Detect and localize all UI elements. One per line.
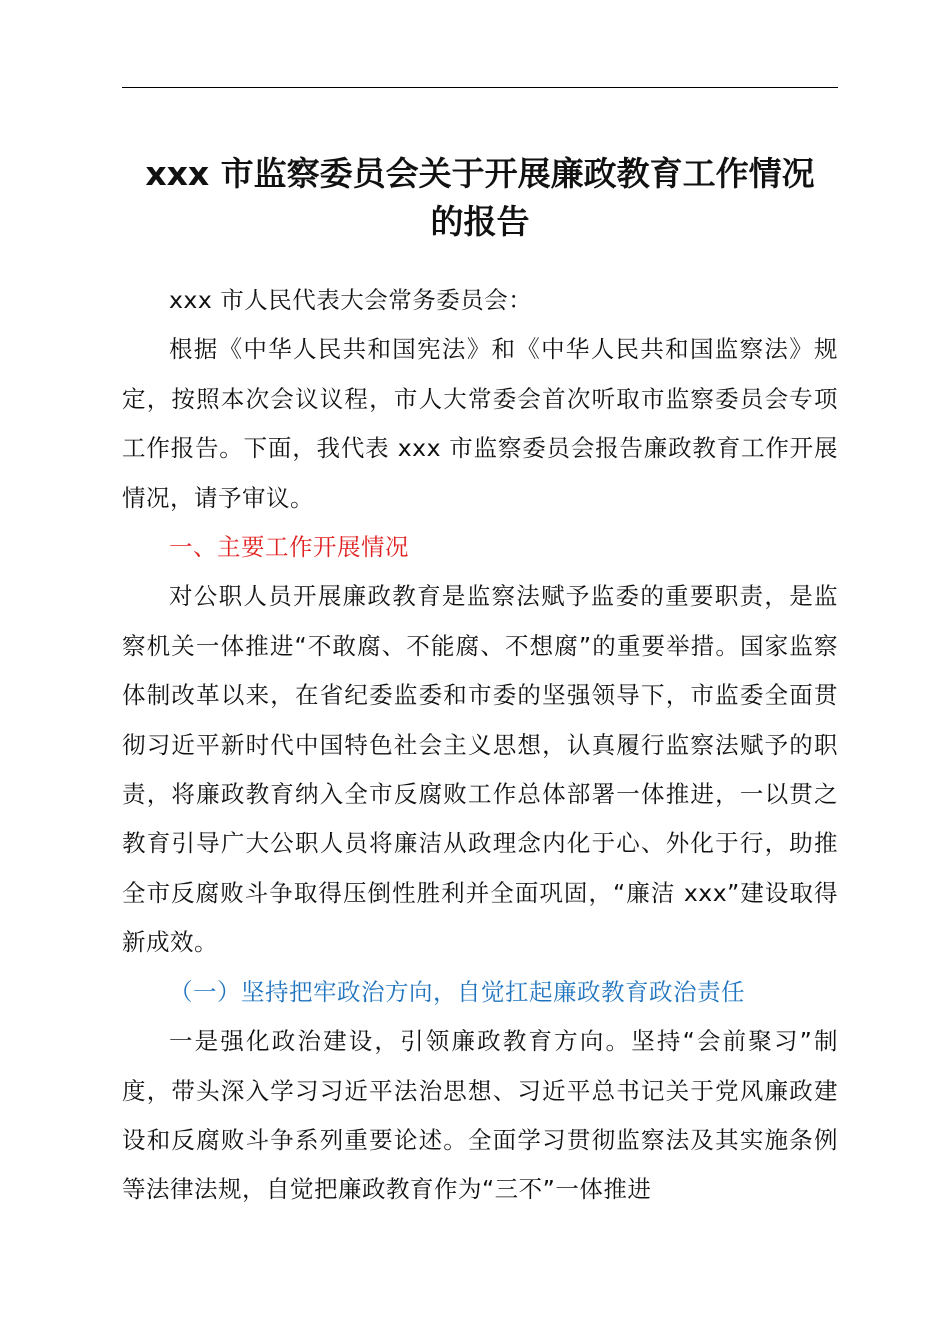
section-1-paragraph: 对公职人员开展廉政教育是监察法赋予监委的重要职责，是监察机关一体推进“不敢腐、不能腐、不想腐”的重要举措。国家监察体制改革以来，在省纪委监委和市委的坚强领导下，市监委全面贯彻习近平新时代中国特色社会主义思想，认真履行监察法赋予的职责，将廉政教育纳入全市反腐败工作总体部署一体推进，一以贯之教育引导广大公职人员将廉洁从政理念内化于心、外化于行，助推全市反腐败斗争取得压倒性胜利并全面巩固，“廉洁 xxx”建设取得新成效。	[122, 582, 838, 957]
header-rule	[122, 87, 838, 88]
document-body	[122, 276, 838, 1215]
salutation: xxx 市人民代表大会常务委员会：	[169, 286, 533, 314]
title-line-1: xxx 市监察委员会关于开展廉政教育工作情况	[145, 154, 815, 193]
intro-paragraph: 根据《中华人民共和国宪法》和《中华人民共和国监察法》规定，按照本次会议议程，市人大常委会首次听取市监察委员会专项工作报告。下面，我代表 xxx 市监察委员会报告廉政教育工作开展情况，请予审议。	[122, 335, 838, 512]
section-heading-1: 一、主要工作开展情况	[169, 533, 409, 562]
document-title	[122, 150, 838, 246]
title-line-2: 的报告	[430, 202, 530, 241]
subsection-heading-1: （一）坚持把牢政治方向，自觉扛起廉政教育政治责任	[169, 977, 745, 1006]
subsection-1-paragraph: 一是强化政治建设，引领廉政教育方向。坚持“会前聚习”制度，带头深入学习习近平法治思想、习近平总书记关于党风廉政建设和反腐败斗争系列重要论述。全面学习贯彻监察法及其实施条例等法律法规，自觉把廉政教育作为“三不”一体推进	[122, 1027, 838, 1204]
